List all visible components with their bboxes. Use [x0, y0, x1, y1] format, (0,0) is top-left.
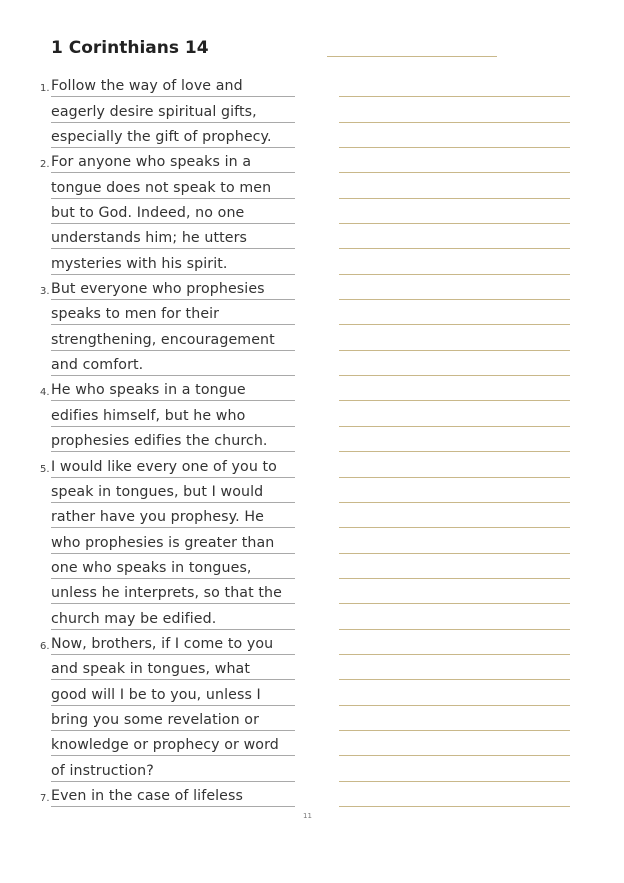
title-writing-line	[327, 56, 497, 57]
verse-line	[40, 604, 300, 629]
verse-line-text: Follow the way of love and	[51, 78, 243, 95]
writing-line[interactable]	[339, 604, 570, 629]
verse-line	[40, 123, 300, 148]
writing-line[interactable]	[339, 782, 570, 807]
page-title: 1 Corinthians 14	[51, 38, 209, 58]
verse-line	[40, 782, 300, 807]
verse-number: 5.	[40, 463, 50, 475]
verse-line-text: who prophesies is greater than	[51, 534, 275, 551]
verse-line	[40, 554, 300, 579]
verse-line-text: prophesies edifies the church.	[51, 433, 268, 450]
verse-line-text: but to God. Indeed, no one	[51, 205, 245, 222]
verse-number: 6.	[40, 640, 50, 652]
verse-line	[40, 630, 300, 655]
verse-line-text: Now, brothers, if I come to you	[51, 635, 274, 652]
verse-line	[40, 148, 300, 173]
verse-line	[40, 351, 300, 376]
verse-line	[40, 300, 300, 325]
writing-line[interactable]	[339, 731, 570, 756]
writing-line[interactable]	[339, 199, 570, 224]
verse-line-text: But everyone who prophesies	[51, 281, 265, 298]
writing-line[interactable]	[339, 401, 570, 426]
writing-line[interactable]	[339, 554, 570, 579]
writing-line[interactable]	[339, 630, 570, 655]
verse-number: 1.	[40, 83, 50, 95]
writing-line[interactable]	[339, 706, 570, 731]
writing-line[interactable]	[339, 680, 570, 705]
verse-line-text: and comfort.	[51, 357, 144, 374]
verse-line	[40, 173, 300, 198]
verse-line-text: I would like every one of you to	[51, 458, 277, 475]
writing-line[interactable]	[339, 224, 570, 249]
verse-line-text: mysteries with his spirit.	[51, 255, 228, 272]
verse-line-text: He who speaks in a tongue	[51, 382, 246, 399]
verse-number: 7.	[40, 792, 50, 804]
verse-line	[40, 199, 300, 224]
verse-line-text: Even in the case of lifeless	[51, 787, 243, 804]
writing-line[interactable]	[339, 97, 570, 122]
verse-line-text: understands him; he utters	[51, 230, 248, 247]
writing-line[interactable]	[339, 376, 570, 401]
verse-line	[40, 503, 300, 528]
writing-line[interactable]	[339, 72, 570, 97]
verse-line-text: knowledge or prophecy or word	[51, 737, 279, 754]
verse-line-text: eagerly desire spiritual gifts,	[51, 103, 257, 120]
verse-line-text: speak in tongues, but I would	[51, 483, 264, 500]
verse-line-text: strengthening, encouragement	[51, 331, 275, 348]
verse-line-text: speaks to men for their	[51, 306, 220, 323]
verse-line	[40, 452, 300, 477]
verse-line	[40, 224, 300, 249]
verse-line	[40, 478, 300, 503]
writing-line[interactable]	[339, 655, 570, 680]
verse-line-text: unless he interprets, so that the	[51, 585, 282, 602]
verse-line-text: and speak in tongues, what	[51, 661, 251, 678]
verse-line	[40, 731, 300, 756]
verse-line	[40, 706, 300, 731]
verse-line	[40, 376, 300, 401]
writing-line[interactable]	[339, 351, 570, 376]
writing-line[interactable]	[339, 249, 570, 274]
verse-line-text: of instruction?	[51, 762, 154, 779]
verse-line-text: For anyone who speaks in a	[51, 154, 252, 171]
verse-line	[40, 427, 300, 452]
verse-line	[40, 680, 300, 705]
verse-number: 3.	[40, 286, 50, 298]
writing-line[interactable]	[339, 173, 570, 198]
writing-line[interactable]	[339, 427, 570, 452]
writing-line[interactable]	[339, 528, 570, 553]
writing-line[interactable]	[339, 452, 570, 477]
verse-line	[40, 401, 300, 426]
verse-line	[40, 275, 300, 300]
writing-line[interactable]	[339, 325, 570, 350]
verse-line-text: edifies himself, but he who	[51, 407, 246, 424]
verse-line	[40, 72, 300, 97]
verse-line-text: bring you some revelation or	[51, 711, 260, 728]
verse-text-column	[40, 72, 300, 807]
verse-line-text: one who speaks in tongues,	[51, 559, 252, 576]
verse-line	[40, 325, 300, 350]
verse-line	[40, 756, 300, 781]
verse-number: 2.	[40, 159, 50, 171]
verse-line	[40, 249, 300, 274]
verse-line-text: rather have you prophesy. He	[51, 509, 264, 526]
writing-line[interactable]	[339, 123, 570, 148]
verse-line-text: tongue does not speak to men	[51, 179, 272, 196]
writing-line[interactable]	[339, 275, 570, 300]
text-underline	[51, 806, 295, 807]
writing-line[interactable]	[339, 503, 570, 528]
writing-line[interactable]	[339, 756, 570, 781]
verse-line-text: especially the gift of prophecy.	[51, 129, 272, 146]
writing-line[interactable]	[339, 300, 570, 325]
writing-line[interactable]	[339, 579, 570, 604]
handwriting-practice-column	[339, 72, 570, 807]
verse-line	[40, 655, 300, 680]
verse-line	[40, 528, 300, 553]
verse-line-text: good will I be to you, unless I	[51, 686, 261, 703]
writing-line[interactable]	[339, 148, 570, 173]
verse-number: 4.	[40, 387, 50, 399]
verse-line	[40, 579, 300, 604]
writing-line[interactable]	[339, 478, 570, 503]
page-number: 11	[303, 812, 312, 820]
verse-line	[40, 97, 300, 122]
verse-line-text: church may be edified.	[51, 610, 217, 627]
